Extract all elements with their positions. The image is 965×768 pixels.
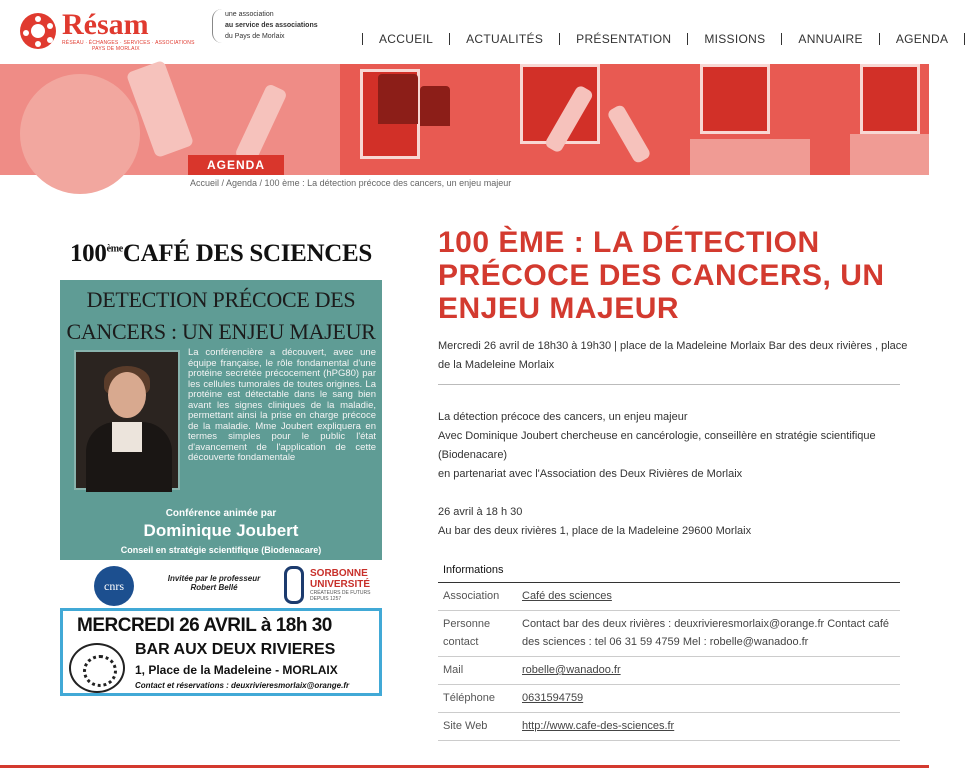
cnrs-logo: cnrs (94, 566, 134, 606)
phone-link[interactable]: 0631594759 (522, 692, 584, 704)
logo-subline: RÉSEAU · ÉCHANGES · SERVICES · ASSOCIATIONS (62, 40, 195, 46)
logo-mark-icon (20, 13, 56, 49)
poster-bar-name: BAR AUX DEUX RIVIERES (135, 641, 336, 658)
section-tag-agenda: AGENDA (188, 155, 284, 175)
event-title: 100 ÈME : LA DÉTECTION PRÉCOCE DES CANCERS, UN ENJEU MAJEUR (438, 226, 885, 325)
mail-link[interactable]: robelle@wanadoo.fr (522, 664, 621, 676)
description-line: La détection précoce des cancers, un enjeu majeur (438, 411, 688, 423)
association-link[interactable]: Café des sciences (522, 590, 612, 602)
poster-contact: Contact et réservations : deuxrivieresmorlaix@orange.fr (135, 681, 350, 690)
poster-speaker-name: Dominique Joubert (143, 521, 299, 540)
speaker-photo (74, 350, 180, 490)
info-key: Mail (443, 664, 464, 676)
info-row-contact (438, 611, 900, 657)
hero-banner-image (0, 64, 929, 175)
info-key: Personne contact (443, 618, 491, 648)
poster-title: DETECTION PRÉCOCE DES CANCERS : UN ENJEU MAJEUR (66, 287, 376, 344)
bar-logo-icon (69, 643, 125, 693)
tagline (212, 9, 318, 43)
resam-logo[interactable] (20, 10, 195, 52)
nav-item-annuaire[interactable]: ANNUAIRE (798, 32, 863, 46)
poster-speaker-role: Conseil en stratégie scientifique (Biodenacare) (120, 545, 322, 555)
poster-heading: 100èmeCAFÉ DES SCIENCES (69, 240, 373, 267)
poster-description: La conférencière a découvert, avec une équipe française, le rôle fondamental d'une protéine secrétée précocement (hPG80) par les cellules tumorales de toutes origines. La protéine est détectable dans le sang bien avant les signes cliniques de la maladie, permettant ainsi la prise en charge précoce de la maladie. Mme Joubert expliquera en termes simples pour le public l'état d'avancement de l'application de cette découverte fondamentale (188, 347, 376, 463)
logo-wordmark: Résam (62, 8, 149, 41)
nav-item-accueil[interactable]: ACCUEIL (379, 32, 434, 46)
nav-item-missions[interactable]: MISSIONS (704, 32, 766, 46)
tagline-line-1: une association (225, 11, 274, 18)
description-line: Avec Dominique Joubert chercheuse en cancérologie, conseillère en stratégie scientifique (Biodenacare) (438, 430, 876, 461)
site-header (0, 0, 949, 64)
event-description (438, 408, 908, 541)
website-link[interactable]: http://www.cafe-des-sciences.fr (522, 720, 675, 732)
info-row-mail (438, 657, 900, 685)
poster-invited: Invitée par le professeur Robert Bellé (167, 574, 261, 592)
divider (438, 384, 900, 385)
description-line: 26 avril à 18 h 30 (438, 506, 523, 518)
info-row-phone (438, 685, 900, 713)
logo-subline-2: PAYS DE MORLAIX (92, 46, 140, 52)
poster-place: 1, Place de la Madeleine - MORLAIX (135, 663, 338, 677)
info-row-website (438, 713, 900, 741)
tagline-line-3: du Pays de Morlaix (225, 33, 285, 40)
poster-venue-box (60, 608, 382, 696)
info-key: Site Web (443, 720, 488, 732)
info-key: Association (443, 590, 500, 602)
info-value: Contact bar des deux rivières : deuxrivieresmorlaix@orange.fr Contact café des sciences : tel 06 31 59 4759 Mel : robelle@wanadoo.fr (522, 618, 889, 648)
poster-animated-by: Conférence animée par (165, 508, 277, 519)
event-poster-image: 100èmeCAFÉ DES SCIENCES DETECTION PRÉCOCE DES CANCERS : UN ENJEU MAJEUR La conférencière a découvert, avec une équipe française, le rôle fondamental d'une protéine secrétée précocement (hPG80) par les cellules tumorales de toutes origines. La protéine est détectable dans le sang bien avant les signes cliniques de la maladie, permettant ainsi la prise en charge précoce de la maladie. Mme Joubert expliquera en termes simples pour le public l'état d'avancement de l'application de cette découverte fondamentale Conférence animée par Dominique Joubert Conseil en stratégie scientifique (Biodenacare) cnrs Invitée par le professeur Robert Bellé SORBONNE UNIVERSITÉ CRÉATEURS DE FUTURS DEPUIS 1257 MERCREDI 26 AVRIL à 18h 30 BAR AUX DEUX RIVIERES 1, Place de la Madeleine - MORLAIX Contact et réservations : deuxrivieresmorlaix@orange.fr (58, 232, 384, 700)
event-datetime-location: Mercredi 26 avril de 18h30 à 19h30 | place de la Madeleine Morlaix Bar des deux rivières , place de la Madeleine Morlaix (438, 340, 908, 371)
description-line: Au bar des deux rivières 1, place de la Madeleine 29600 Morlaix (438, 525, 752, 537)
info-table (438, 558, 900, 741)
tagline-line-2: au service des associations (225, 22, 318, 29)
description-line: en partenariat avec l'Association des Deux Rivières de Morlaix (438, 468, 743, 480)
breadcrumb: Accueil / Agenda / 100 ème : La détection précoce des cancers, un enjeu majeur (190, 178, 512, 188)
nav-item-agenda[interactable]: AGENDA (895, 32, 949, 46)
main-nav (362, 32, 965, 46)
info-heading: Informations (438, 558, 900, 583)
poster-panel (60, 280, 382, 560)
nav-item-actualites[interactable]: ACTUALITÉS (466, 32, 544, 46)
info-row-association (438, 583, 900, 611)
poster-date: MERCREDI 26 AVRIL à 18h 30 (77, 615, 332, 636)
info-key: Téléphone (443, 692, 495, 704)
nav-item-presentation[interactable]: PRÉSENTATION (576, 32, 672, 46)
